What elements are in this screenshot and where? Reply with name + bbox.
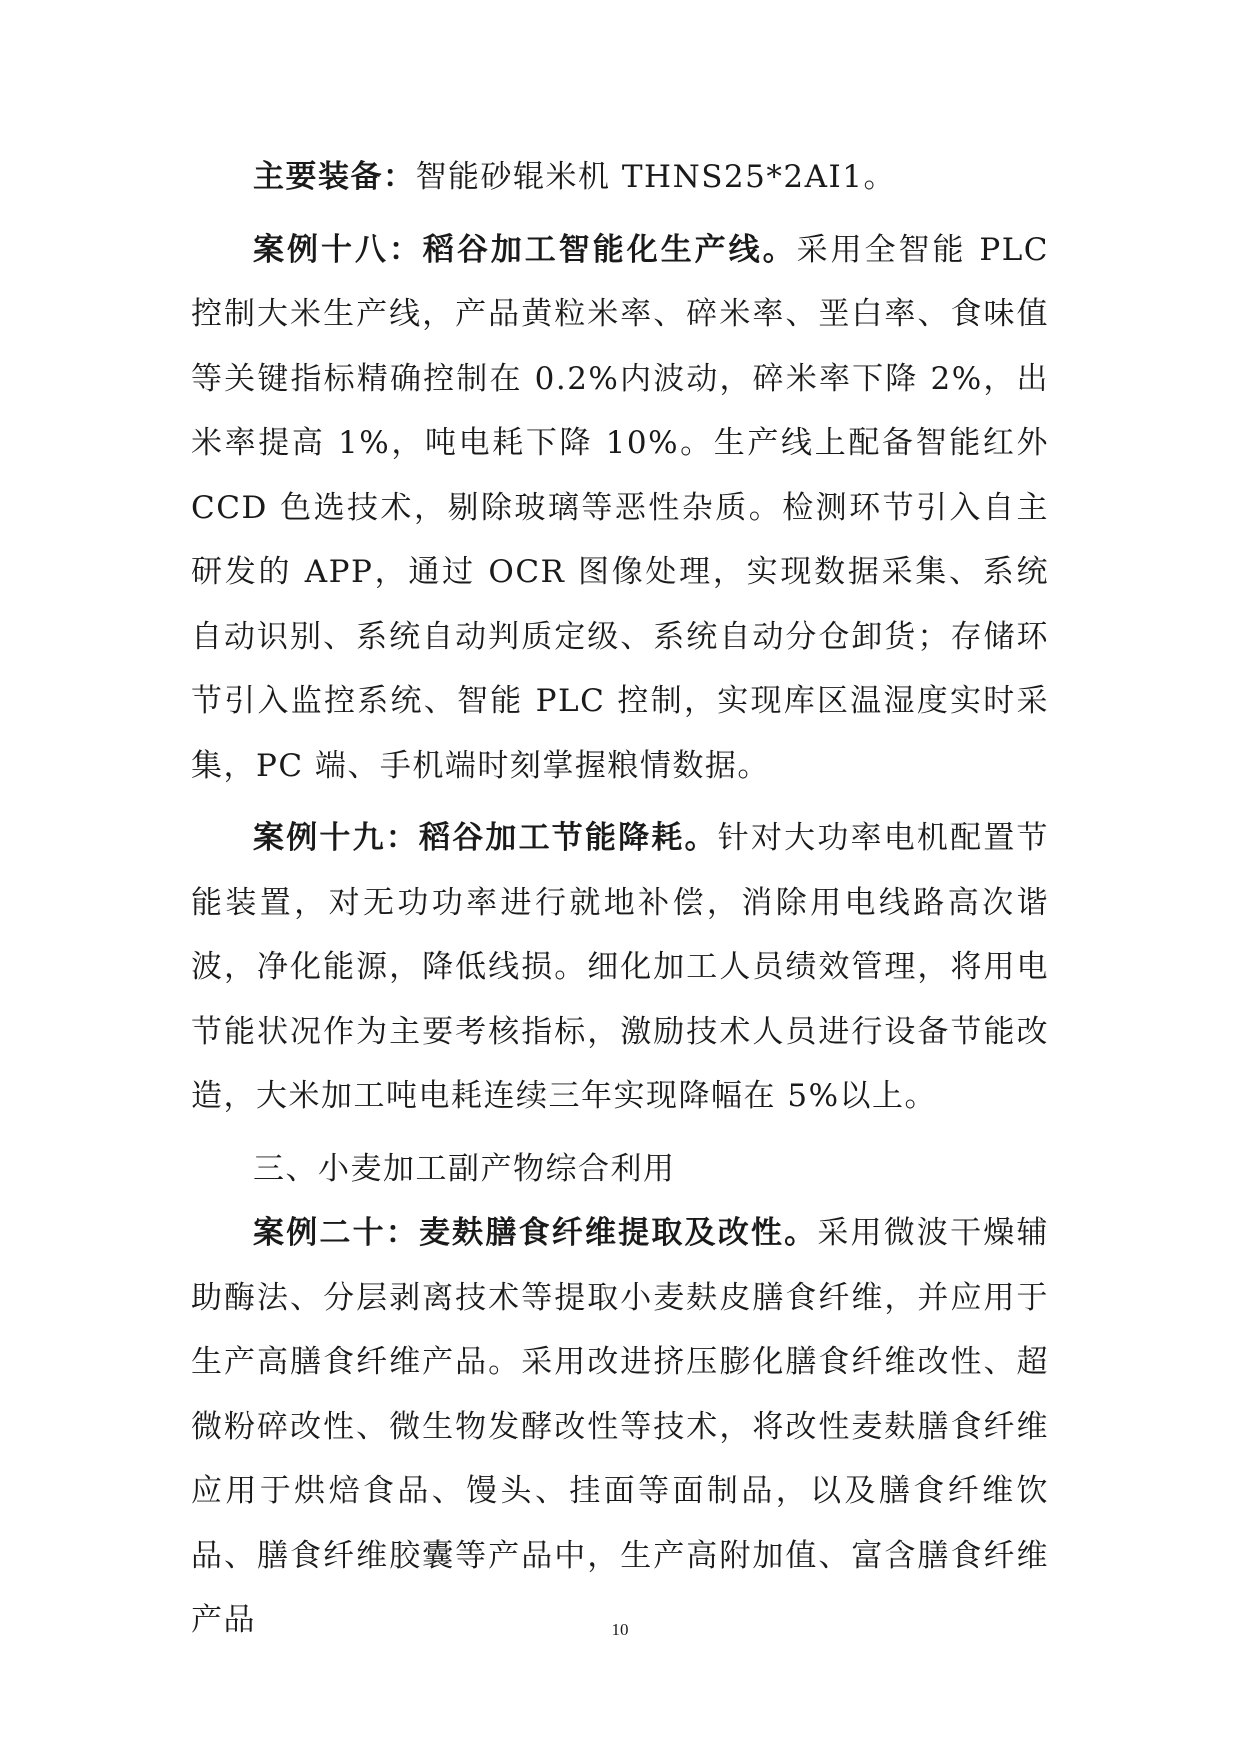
section-heading: 三、小麦加工副产物综合利用	[253, 1150, 676, 1187]
paragraph-label: 案例十八：稻谷加工智能化生产线。	[253, 231, 797, 268]
paragraph-case-18	[191, 218, 1049, 799]
page-number: 10	[611, 1620, 629, 1639]
paragraph-text: 智能砂辊米机 THNS25*2AI1。	[415, 159, 896, 195]
paragraph-main-equipment	[191, 145, 1049, 210]
document-body	[191, 145, 1049, 1661]
paragraph-label: 案例二十：麦麸膳食纤维提取及改性。	[253, 1215, 818, 1251]
paragraph-text: 采用全智能 PLC 控制大米生产线，产品黄粒米率、碎米率、垩白率、食味值等关键指标精确控制在 0.2%内波动，碎米率下降 2%，出米率提高 1%，吨电耗下降 10%。生产线上配备智能红外 CCD 色选技术，剔除玻璃等恶性杂质。检测环节引入自主研发的 APP，通过 OCR 图像处理，实现数据采集、系统自动识别、系统自动判质定级、系统自动分仓卸货；存储环节引入监控系统、智能 PLC 控制，实现库区温湿度实时采集，PC 端、手机端时刻掌握粮情数据。	[191, 231, 1049, 784]
paragraph-case-19	[191, 806, 1049, 1129]
paragraph-label: 案例十九：稻谷加工节能降耗。	[253, 820, 718, 856]
paragraph-text: 采用微波干燥辅助酶法、分层剥离技术等提取小麦麸皮膳食纤维，并应用于生产高膳食纤维产品。采用改进挤压膨化膳食纤维改性、超微粉碎改性、微生物发酵改性等技术，将改性麦麸膳食纤维应用于烘焙食品、馒头、挂面等面制品，以及膳食纤维饮品、膳食纤维胶囊等产品中，生产高附加值、富含膳食纤维产品	[191, 1215, 1050, 1638]
paragraph-label: 主要装备：	[253, 159, 416, 195]
paragraph-text: 针对大功率电机配置节能装置，对无功功率进行就地补偿，消除用电线路高次谐波，净化能源，降低线损。细化加工人员绩效管理，将用电节能状况作为主要考核指标，激励技术人员进行设备节能改造，大米加工吨电耗连续三年实现降幅在 5%以上。	[191, 820, 1050, 1114]
paragraph-case-20	[191, 1201, 1049, 1653]
